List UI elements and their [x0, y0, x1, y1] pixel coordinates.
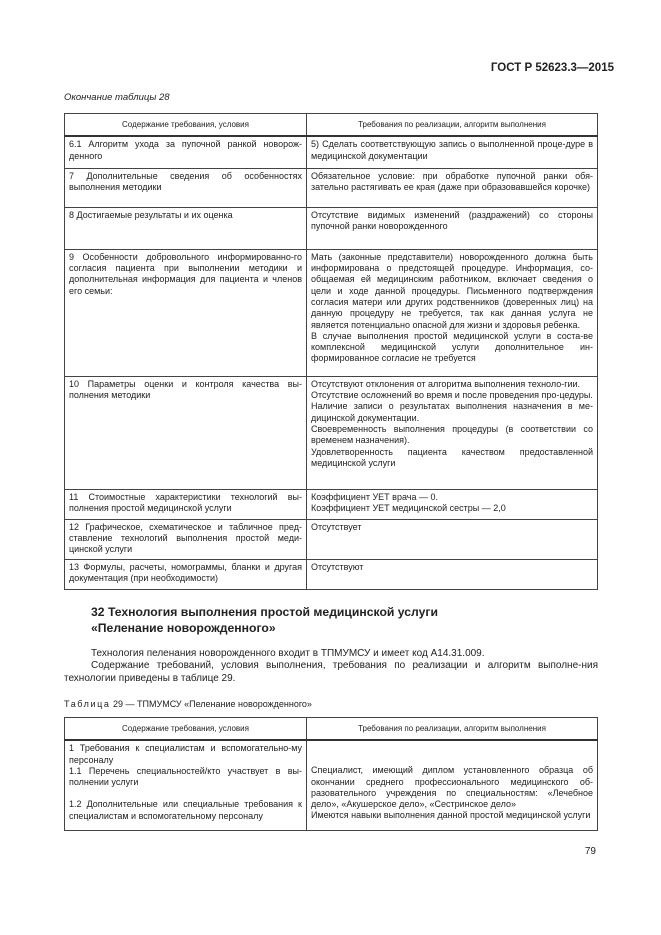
- requirement-cell: 12 Графическое, схематическое и табличное пред-ставление технологий выполнения простой меди-цинской услуги: [65, 519, 307, 559]
- table-row: [65, 740, 598, 830]
- column-header: Требования по реализации, алгоритм выполнения: [307, 114, 598, 137]
- implementation-cell: Отсутствие видимых изменений (раздражений) со стороны пупочной ранки новорожденного: [307, 207, 598, 249]
- requirement-cell: 11 Стоимостные характеристики технологий вы-полнения простой медицинской услуги: [65, 489, 307, 519]
- table-28: [64, 113, 598, 590]
- table-row: [65, 559, 598, 589]
- implementation-cell: Коэффициент УЕТ врача — 0. Коэффициент УЕТ медицинской сестры — 2,0: [307, 489, 598, 519]
- table-row: [65, 207, 598, 249]
- body-paragraph: Технология пеленания новорожденного входит в ТПМУМСУ и имеет код А14.31.009.: [91, 648, 485, 659]
- column-header: Содержание требования, условия: [65, 718, 307, 741]
- table-row: [65, 519, 598, 559]
- implementation-cell: 5) Сделать соответствующую запись о выполненной проце-дуре в медицинской документации: [307, 136, 598, 168]
- page-number: 79: [584, 846, 596, 857]
- implementation-cell: Обязательное условие: при обработке пупочной ранки обя-зательно растягивать ее края (даже при образовавшейся корочке): [307, 168, 598, 207]
- implementation-cell: Мать (законные представители) новорожденного должна быть информирована о предстоящей процедуре. Информация, со-общаемая ей медицинским работником, включает сведения о цели и ходе данной процедуры. Письменного подтверждения согласия матери или других родственников (доверенных лиц) на данную процедуру не требуется, так как данная услуга не является потенциально опасной для жизни и здоровья ребенка. В случае выполнения простой медицинской услуги в соста-ве комплексной медицинской услуги дополнительное ин-формированное согласие не требуется: [307, 249, 598, 376]
- column-header: Требования по реализации, алгоритм выполнения: [307, 718, 598, 741]
- table-row: [65, 376, 598, 489]
- requirement-cell: 13 Формулы, расчеты, номограммы, бланки и другая документация (при необходимости): [65, 559, 307, 589]
- table-row: [65, 168, 598, 207]
- requirement-cell: 8 Достигаемые результаты и их оценка: [65, 207, 307, 249]
- requirement-cell: 6.1 Алгоритм ухода за пупочной ранкой новорож-денного: [65, 136, 307, 168]
- document-number: ГОСТ Р 52623.3—2015: [490, 62, 614, 74]
- body-paragraph: Содержание требований, условия выполнения, требования по реализации и алгоритм выполне-ния технологии приведены в таблице 29.: [64, 660, 598, 684]
- table-row: [65, 249, 598, 376]
- table-row: [65, 136, 598, 168]
- requirement-cell: 1 Требования к специалистам и вспомогательно-му персоналу 1.1 Перечень специальностей/кто участвует в вы-полнении услуги 1.2 Дополнительные или специальные требования к специалистам и вспомогательному персоналу: [65, 740, 307, 830]
- implementation-cell: Специалист, имеющий диплом установленного образца об окончании среднего профессионального медицинского об-разовательного учреждения по специальностям: «Лечебное дело», «Акушерское дело», «Сестринское дело» Имеются навыки выполнения данной простой медицинской услуги: [307, 740, 598, 830]
- table-caption: Таблица 29 — ТПМУМСУ «Пеленание новорожденного»: [64, 699, 312, 709]
- implementation-cell: Отсутствуют отклонения от алгоритма выполнения техноло-гии. Отсутствие осложнений во время и после проведения про-цедуры. Наличие записи о результатах выполнения назначения в ме-дицинской документации. Своевременность выполнения процедуры (в соответствии со временем назначения). Удовлетворенность пациента качеством предоставленной медицинской услуги: [307, 376, 598, 489]
- column-header: Содержание требования, условия: [65, 114, 307, 137]
- requirement-cell: 7 Дополнительные сведения об особенностях выполнения методики: [65, 168, 307, 207]
- section-title: 32 Технология выполнения простой медицинской услуги «Пеленание новорожденного»: [91, 605, 438, 635]
- table-caption: Окончание таблицы 28: [64, 92, 170, 103]
- table-row: [65, 489, 598, 519]
- requirement-cell: 9 Особенности добровольного информированно-го согласия пациента при выполнении методики и дополнительная информация для пациента и членов его семьи:: [65, 249, 307, 376]
- requirement-cell: 10 Параметры оценки и контроля качества вы-полнения методики: [65, 376, 307, 489]
- implementation-cell: Отсутствует: [307, 519, 598, 559]
- implementation-cell: Отсутствуют: [307, 559, 598, 589]
- table-29: [64, 717, 598, 831]
